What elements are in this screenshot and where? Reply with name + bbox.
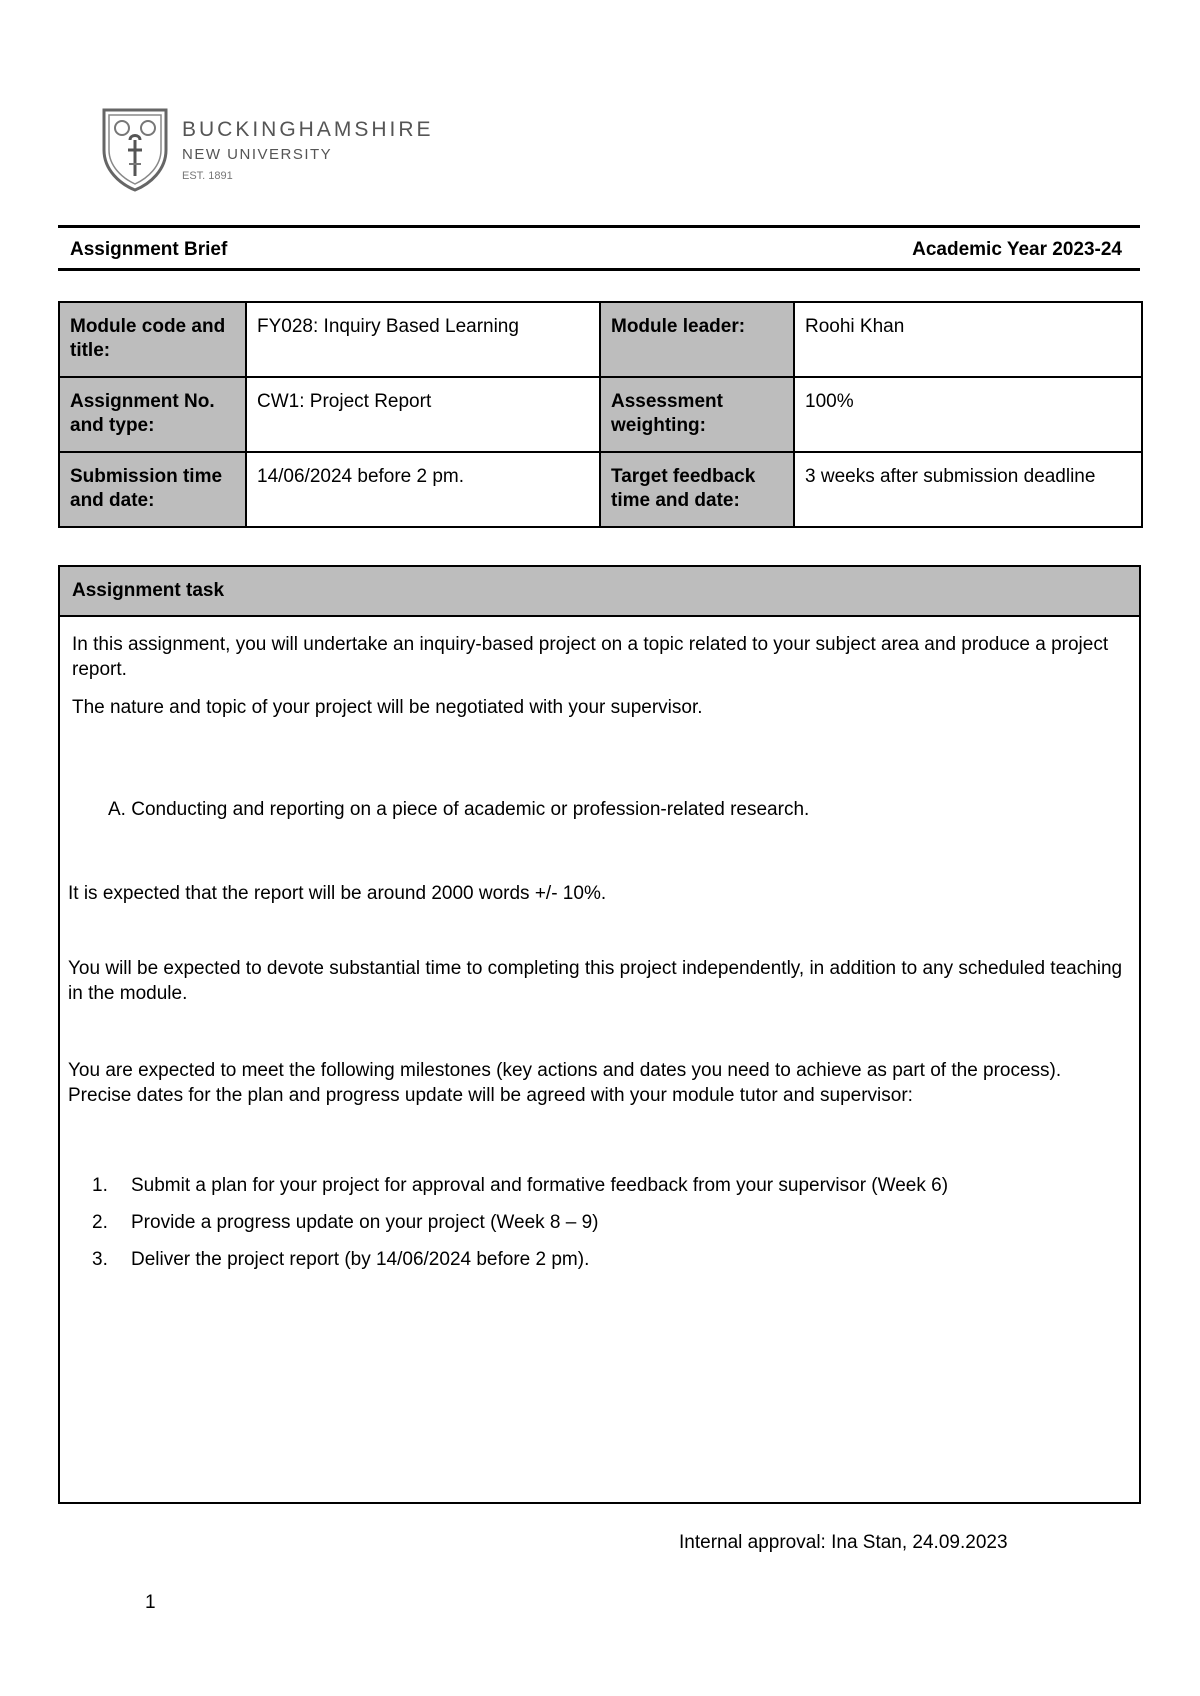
- university-logo: [100, 106, 434, 196]
- table-row: [59, 452, 1142, 527]
- module-leader-label: Module leader:: [600, 302, 794, 377]
- brief-header-bar: [58, 225, 1140, 271]
- weighting-value: 100%: [794, 377, 1142, 452]
- milestone-number-1: 1.: [92, 1175, 108, 1196]
- submission-value: 14/06/2024 before 2 pm.: [246, 452, 600, 527]
- table-row: [59, 377, 1142, 452]
- module-code-label: Module code and title:: [59, 302, 246, 377]
- milestone-number-2: 2.: [92, 1212, 108, 1233]
- page-number: 1: [145, 1592, 156, 1613]
- assignment-label: Assignment No. and type:: [59, 377, 246, 452]
- task-word-count: It is expected that the report will be around 2000 words +/- 10%.: [68, 883, 607, 904]
- module-info-table: [58, 301, 1143, 528]
- logo-established: EST. 1891: [182, 170, 233, 182]
- assignment-task-heading: Assignment task: [60, 567, 1139, 617]
- crest-icon: [100, 106, 170, 192]
- task-nature: The nature and topic of your project will be negotiated with your supervisor.: [72, 697, 703, 718]
- logo-name: BUCKINGHAMSHIRE: [182, 118, 434, 141]
- logo-subtitle: NEW UNIVERSITY: [182, 146, 333, 163]
- task-intro: In this assignment, you will undertake an inquiry-based project on a topic related to your subject area and produce a project report.: [72, 634, 1109, 680]
- academic-year: Academic Year 2023-24: [912, 239, 1122, 260]
- task-devote-time: You will be expected to devote substantial time to completing this project independently, in addition to any scheduled teaching in the module.: [68, 958, 1123, 1004]
- task-option-a: A. Conducting and reporting on a piece of academic or profession-related research.: [108, 799, 810, 820]
- feedback-label: Target feedback time and date:: [600, 452, 794, 527]
- milestone-number-3: 3.: [92, 1249, 108, 1270]
- assignment-value: CW1: Project Report: [246, 377, 600, 452]
- milestone-3: Deliver the project report (by 14/06/2024 before 2 pm).: [131, 1249, 590, 1270]
- module-code-value: FY028: Inquiry Based Learning: [246, 302, 600, 377]
- weighting-label: Assessment weighting:: [600, 377, 794, 452]
- milestone-2: Provide a progress update on your project (Week 8 – 9): [131, 1212, 599, 1233]
- table-row: [59, 302, 1142, 377]
- assignment-task-box: [58, 565, 1141, 1504]
- submission-label: Submission time and date:: [59, 452, 246, 527]
- module-leader-value: Roohi Khan: [794, 302, 1142, 377]
- milestone-1: Submit a plan for your project for approval and formative feedback from your supervisor (Week 6): [131, 1175, 949, 1196]
- feedback-value: 3 weeks after submission deadline: [794, 452, 1142, 527]
- task-milestones-intro: You are expected to meet the following milestones (key actions and dates you need to achieve as part of the process). Precise dates for the plan and progress update will be agreed with your module tutor and supervisor:: [68, 1060, 1062, 1106]
- internal-approval: Internal approval: Ina Stan, 24.09.2023: [679, 1532, 1008, 1553]
- assignment-brief-title: Assignment Brief: [70, 239, 228, 260]
